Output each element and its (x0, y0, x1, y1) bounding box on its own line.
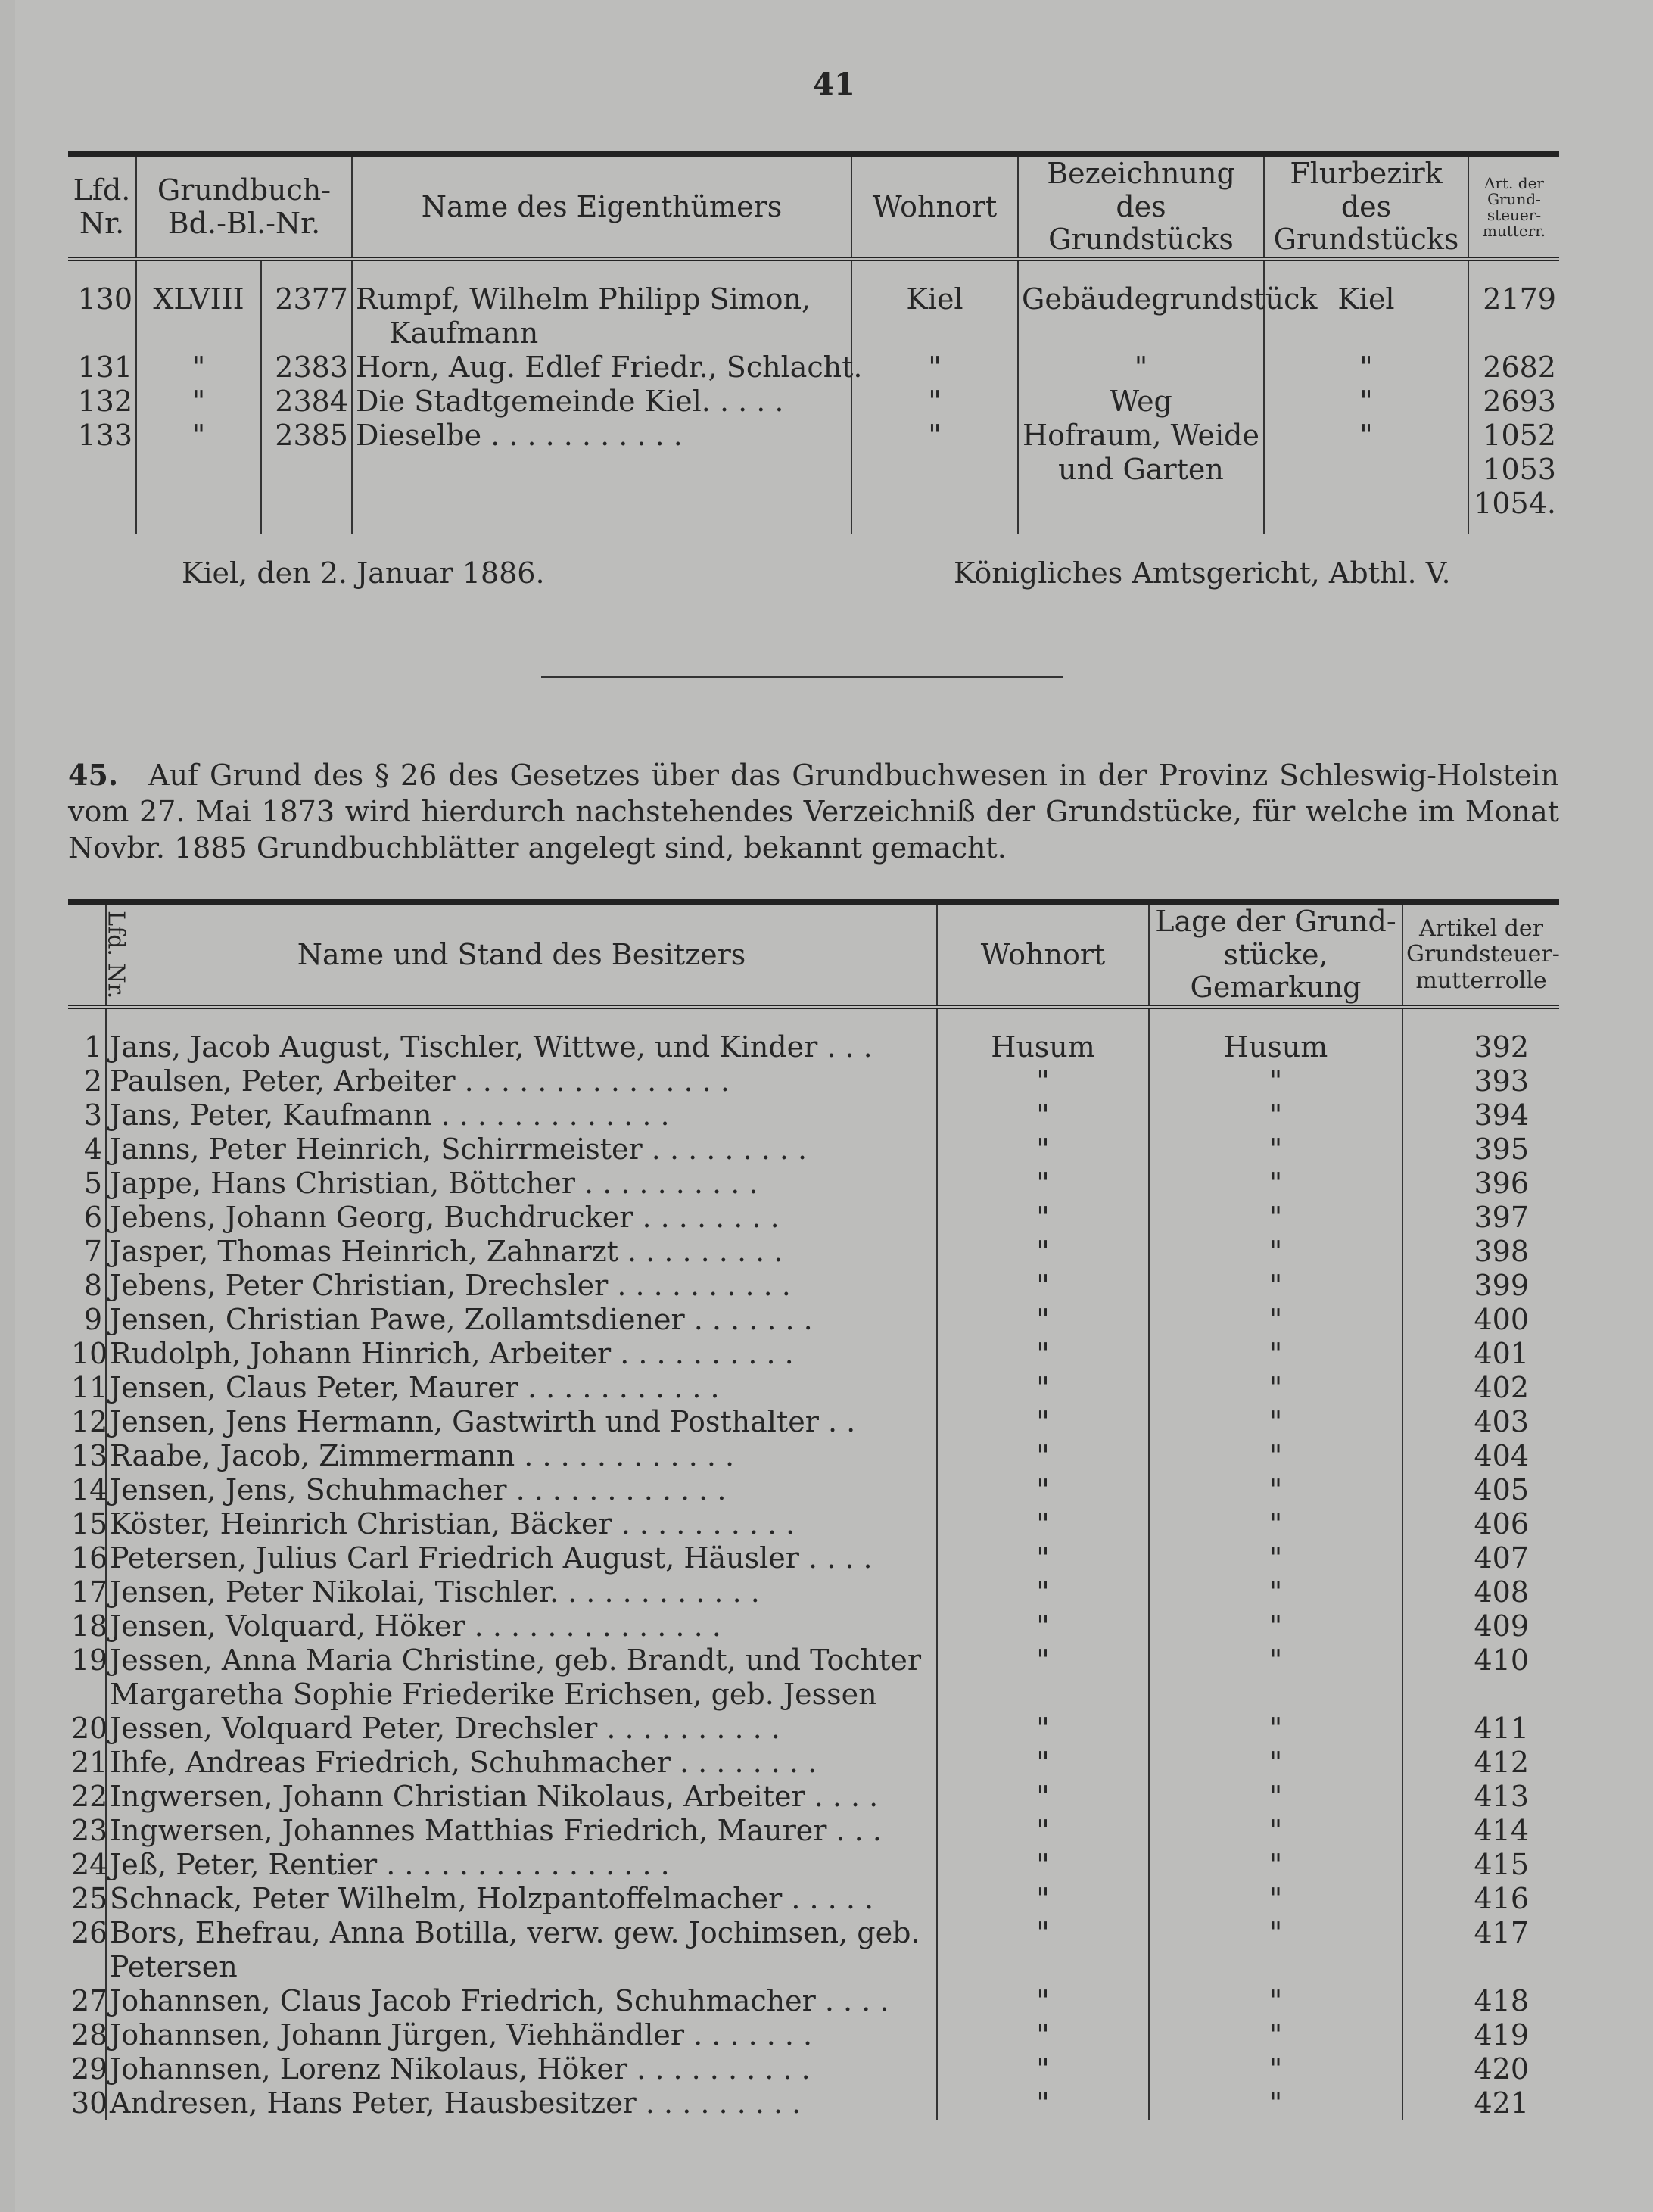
cell-nr: 21 (71, 1746, 108, 1780)
cell-lage: " (1149, 1916, 1402, 1984)
cell-bl: 2384 (261, 385, 352, 419)
cell-name: Paulsen, Peter, Arbeiter . . . . . . . . . . . . . . . (106, 1064, 937, 1098)
cell-nr: 2 (83, 1064, 102, 1098)
cell-name: Jensen, Jens, Schuhmacher . . . . . . . . . . . . (106, 1473, 937, 1507)
cell-wohnort (851, 487, 1018, 534)
cell-art: 409 (1402, 1609, 1559, 1643)
cell-art: 413 (1402, 1780, 1559, 1814)
cell-art: 2682 (1468, 350, 1559, 385)
cell-art: 394 (1402, 1098, 1559, 1132)
table-row (68, 1167, 1559, 1201)
cell-name: Jebens, Johann Georg, Buchdrucker . . . . . . . . (106, 1201, 937, 1235)
section-divider (541, 676, 1063, 678)
table-row (68, 1064, 1559, 1098)
cell-art: 396 (1402, 1167, 1559, 1201)
cell-name (352, 453, 851, 487)
cell-wohnort: " (937, 1916, 1149, 1984)
cell-lage: " (1149, 1746, 1402, 1780)
cell-art: 399 (1402, 1269, 1559, 1303)
cell-art: 411 (1402, 1712, 1559, 1746)
cell-lage: " (1149, 1337, 1402, 1371)
cell-nr: 19 (71, 1643, 108, 1678)
cell-art: 402 (1402, 1371, 1559, 1405)
cell-nr: 9 (83, 1303, 102, 1337)
cell-art: 392 (1402, 1007, 1559, 1064)
table-row (68, 1916, 1559, 1984)
cell-lage: " (1149, 1780, 1402, 1814)
cell-nr: 16 (71, 1541, 108, 1575)
cell-nr: 4 (83, 1132, 102, 1167)
cell-bd (136, 453, 261, 487)
cell-wohnort: " (937, 1098, 1149, 1132)
table-row (68, 1814, 1559, 1848)
cell-lage: " (1149, 1814, 1402, 1848)
cell-nr: 130 (77, 282, 132, 316)
cell-wohnort: " (937, 1235, 1149, 1269)
cell-wohnort: " (937, 1201, 1149, 1235)
property-table-kiel (68, 151, 1559, 534)
cell-wohnort: " (937, 1984, 1149, 2018)
cell-nr: 3 (83, 1098, 102, 1132)
cell-nr: 15 (71, 1507, 108, 1541)
cell-lage: " (1149, 1405, 1402, 1439)
cell-lage: " (1149, 1984, 1402, 2018)
cell-name: Jebens, Peter Christian, Drechsler . . . . . . . . . . (106, 1269, 937, 1303)
table-header-row (68, 154, 1559, 259)
header-lfd-nr-text: Lfd. Nr. (102, 911, 129, 999)
cell-bezeichnung (1018, 487, 1264, 534)
header-wohnort: Wohnort (937, 902, 1149, 1007)
cell-name: Andresen, Hans Peter, Hausbesitzer . . . . . . . . . (106, 2086, 937, 2120)
cell-nr: 7 (83, 1235, 102, 1269)
cell-bl: 2385 (261, 419, 352, 453)
cell-nr (68, 487, 136, 534)
cell-wohnort: " (937, 1814, 1149, 1848)
cell-name: Jans, Peter, Kaufmann . . . . . . . . . . . . . (106, 1098, 937, 1132)
header-bezeichnung: Bezeichnung des Grundstücks (1018, 154, 1264, 259)
table-row (68, 1712, 1559, 1746)
table-row (68, 1132, 1559, 1167)
cell-lage: Husum (1149, 1007, 1402, 1064)
cell-flur: Kiel (1264, 259, 1468, 350)
cell-nr: 28 (71, 2018, 108, 2052)
cell-wohnort: " (937, 2052, 1149, 2086)
cell-nr: 131 (77, 350, 132, 385)
cell-lage: " (1149, 1371, 1402, 1405)
property-table-husum (68, 899, 1559, 2120)
table-row (68, 2018, 1559, 2052)
header-lfd-nr: Lfd. Nr. (68, 154, 136, 259)
cell-bd: " (136, 419, 261, 453)
cell-wohnort: " (937, 1439, 1149, 1473)
signature-date: Kiel, den 2. Januar 1886. (182, 556, 545, 590)
cell-bezeichnung: Hofraum, Weide (1018, 419, 1264, 453)
cell-bd: " (136, 350, 261, 385)
cell-nr: 132 (77, 385, 132, 419)
cell-wohnort: " (937, 1643, 1149, 1712)
cell-wohnort: " (937, 1848, 1149, 1882)
cell-name: Johannsen, Claus Jacob Friedrich, Schuhmacher . . . . (106, 1984, 937, 2018)
cell-name: Jeß, Peter, Rentier . . . . . . . . . . . . . . . . (106, 1848, 937, 1882)
cell-lage: " (1149, 1269, 1402, 1303)
cell-art: 2179 (1468, 259, 1559, 350)
cell-wohnort: " (937, 1167, 1149, 1201)
cell-bd: " (136, 385, 261, 419)
table-row (68, 1337, 1559, 1371)
cell-lage: " (1149, 1712, 1402, 1746)
cell-wohnort: " (937, 2018, 1149, 2052)
cell-wohnort: " (937, 1609, 1149, 1643)
cell-bezeichnung: und Garten (1018, 453, 1264, 487)
cell-flur (1264, 487, 1468, 534)
cell-name: Jessen, Volquard Peter, Drechsler . . . . . . . . . . (106, 1712, 937, 1746)
cell-nr: 10 (71, 1337, 108, 1371)
table-row (68, 1439, 1559, 1473)
header-wohnort: Wohnort (851, 154, 1018, 259)
cell-art: 400 (1402, 1303, 1559, 1337)
cell-name (352, 259, 851, 350)
cell-nr: 17 (71, 1575, 108, 1609)
cell-wohnort: " (937, 1712, 1149, 1746)
table-row (68, 1746, 1559, 1780)
cell-nr: 24 (71, 1848, 108, 1882)
cell-bd: XLVIII (136, 259, 261, 350)
cell-art: 420 (1402, 2052, 1559, 2086)
cell-art: 398 (1402, 1235, 1559, 1269)
cell-lage: " (1149, 1473, 1402, 1507)
table-row (68, 1541, 1559, 1575)
cell-name: Bors, Ehefrau, Anna Botilla, verw. gew. Jochimsen, geb. Petersen (106, 1916, 937, 1984)
cell-lage: " (1149, 1439, 1402, 1473)
cell-nr: 27 (71, 1984, 108, 2018)
cell-bd (136, 487, 261, 534)
cell-wohnort: " (937, 1303, 1149, 1337)
header-flurbezirk: Flurbezirk des Grundstücks (1264, 154, 1468, 259)
table-row (68, 1575, 1559, 1609)
cell-name: Ingwersen, Johann Christian Nikolaus, Arbeiter . . . . (106, 1780, 937, 1814)
cell-lage: " (1149, 1303, 1402, 1337)
cell-wohnort: " (937, 1780, 1149, 1814)
cell-wohnort: " (937, 1575, 1149, 1609)
table-row (68, 1098, 1559, 1132)
cell-lage: " (1149, 1064, 1402, 1098)
owner-occupation: Kaufmann (389, 316, 539, 350)
cell-lage: " (1149, 1132, 1402, 1167)
cell-nr: 1 (83, 1030, 102, 1064)
cell-lage: " (1149, 1167, 1402, 1201)
cell-nr: 23 (71, 1814, 108, 1848)
table-row (68, 2052, 1559, 2086)
cell-lage: " (1149, 1848, 1402, 1882)
cell-name: Jensen, Claus Peter, Maurer . . . . . . . . . . . (106, 1371, 937, 1405)
cell-name: Jensen, Christian Pawe, Zollamtsdiener . . . . . . . (106, 1303, 937, 1337)
cell-name: Jessen, Anna Maria Christine, geb. Brandt, und Tochter Margaretha Sophie Friederike Erichsen, geb. Jessen (106, 1643, 937, 1712)
cell-bezeichnung: Weg (1018, 385, 1264, 419)
header-lage: Lage der Grund-stücke, Gemarkung (1149, 902, 1402, 1007)
cell-wohnort (851, 453, 1018, 487)
cell-wohnort: " (937, 1405, 1149, 1439)
cell-name: Jappe, Hans Christian, Böttcher . . . . . . . . . . (106, 1167, 937, 1201)
cell-bl: 2377 (261, 259, 352, 350)
cell-lage: " (1149, 1643, 1402, 1712)
cell-name: Horn, Aug. Edlef Friedr., Schlacht. (352, 350, 851, 385)
cell-bezeichnung: Gebäudegrundstück (1018, 259, 1264, 350)
cell-wohnort: Husum (937, 1007, 1149, 1064)
cell-wohnort: " (937, 1541, 1149, 1575)
cell-lage: " (1149, 1882, 1402, 1916)
cell-bl: 2383 (261, 350, 352, 385)
cell-art: 1053 (1468, 453, 1559, 487)
cell-art: 393 (1402, 1064, 1559, 1098)
notice-number: 45. (68, 758, 119, 792)
cell-lage: " (1149, 1098, 1402, 1132)
cell-art: 419 (1402, 2018, 1559, 2052)
cell-art: 416 (1402, 1882, 1559, 1916)
cell-wohnort: " (851, 350, 1018, 385)
table-row (68, 453, 1559, 487)
cell-art: 415 (1402, 1848, 1559, 1882)
cell-lage: " (1149, 1235, 1402, 1269)
cell-lage: " (1149, 1575, 1402, 1609)
cell-nr: 22 (71, 1780, 108, 1814)
table-row (68, 1371, 1559, 1405)
table-row (68, 1609, 1559, 1643)
table-row (68, 419, 1559, 453)
cell-lage: " (1149, 2018, 1402, 2052)
cell-name: Schnack, Peter Wilhelm, Holzpantoffelmacher . . . . . (106, 1882, 937, 1916)
cell-art: 407 (1402, 1541, 1559, 1575)
cell-wohnort: " (937, 1337, 1149, 1371)
cell-nr: 14 (71, 1473, 108, 1507)
cell-wohnort: " (937, 1746, 1149, 1780)
cell-art: 395 (1402, 1132, 1559, 1167)
cell-name: Ihfe, Andreas Friedrich, Schuhmacher . . . . . . . . (106, 1746, 937, 1780)
cell-flur (1264, 453, 1468, 487)
notice-text: Auf Grund des § 26 des Gesetzes über das Grundbuchwesen in der Provinz Schleswig-Holstein vom 27. Mai 1873 wird hierdurch nachstehendes Verzeichniß der Grundstücke, für welche im Monat Novbr. 1885 Grundbuchblätter angelegt sind, bekannt gemacht. (68, 759, 1559, 865)
document-page (15, 0, 1653, 2212)
table-row (68, 1643, 1559, 1712)
table-header-row (68, 902, 1559, 1007)
cell-name: Johannsen, Johann Jürgen, Viehhändler . . . . . . . (106, 2018, 937, 2052)
cell-lage: " (1149, 1609, 1402, 1643)
cell-art: 405 (1402, 1473, 1559, 1507)
cell-flur: " (1264, 419, 1468, 453)
signature-court: Königliches Amtsgericht, Abthl. V. (954, 556, 1451, 590)
cell-art: 408 (1402, 1575, 1559, 1609)
cell-lage: " (1149, 1201, 1402, 1235)
cell-nr: 13 (71, 1439, 108, 1473)
cell-name (352, 487, 851, 534)
cell-bl (261, 487, 352, 534)
cell-nr: 26 (71, 1916, 108, 1950)
page-number: 41 (813, 67, 855, 102)
table-row (68, 1882, 1559, 1916)
table-row (68, 350, 1559, 385)
cell-nr: 30 (71, 2086, 108, 2120)
table-row (68, 487, 1559, 534)
table-row (68, 385, 1559, 419)
table-row (68, 2086, 1559, 2120)
cell-nr: 18 (71, 1609, 108, 1643)
table-row (68, 1303, 1559, 1337)
cell-name: Petersen, Julius Carl Friedrich August, Häusler . . . . (106, 1541, 937, 1575)
cell-wohnort: " (937, 1269, 1149, 1303)
table-body (68, 1007, 1559, 2120)
cell-art: 2693 (1468, 385, 1559, 419)
cell-lage: " (1149, 2052, 1402, 2086)
table-row (68, 1507, 1559, 1541)
cell-name: Rudolph, Johann Hinrich, Arbeiter . . . . . . . . . . (106, 1337, 937, 1371)
notice-paragraph (68, 757, 1559, 866)
cell-art: 403 (1402, 1405, 1559, 1439)
cell-nr (68, 453, 136, 487)
header-artikel: Artikel der Grundsteuer-mutterrolle (1402, 902, 1559, 1007)
cell-name: Janns, Peter Heinrich, Schirrmeister . . . . . . . . . (106, 1132, 937, 1167)
cell-art: 414 (1402, 1814, 1559, 1848)
header-grundbuch: Grundbuch-Bd.-Bl.-Nr. (136, 154, 352, 259)
cell-name: Raabe, Jacob, Zimmermann . . . . . . . . . . . . (106, 1439, 937, 1473)
cell-wohnort: " (937, 2086, 1149, 2120)
table-row (68, 1201, 1559, 1235)
cell-wohnort: " (851, 419, 1018, 453)
cell-art: 1054. (1468, 487, 1559, 534)
cell-name: Johannsen, Lorenz Nikolaus, Höker . . . . . . . . . . (106, 2052, 937, 2086)
cell-flur: " (1264, 385, 1468, 419)
cell-nr: 133 (77, 419, 132, 453)
table-row (68, 259, 1559, 350)
table-row (68, 1984, 1559, 2018)
table-row (68, 1405, 1559, 1439)
cell-name: Jasper, Thomas Heinrich, Zahnarzt . . . . . . . . . (106, 1235, 937, 1269)
cell-name: Jensen, Volquard, Höker . . . . . . . . . . . . . . (106, 1609, 937, 1643)
cell-wohnort: " (937, 1473, 1149, 1507)
cell-art: 1052 (1468, 419, 1559, 453)
cell-nr: 12 (71, 1405, 108, 1439)
cell-nr: 6 (83, 1201, 102, 1235)
cell-wohnort: " (937, 1882, 1149, 1916)
cell-art: 421 (1402, 2086, 1559, 2120)
cell-name: Ingwersen, Johannes Matthias Friedrich, Maurer . . . (106, 1814, 937, 1848)
cell-lage: " (1149, 1541, 1402, 1575)
cell-nr: 11 (71, 1371, 108, 1405)
table-row (68, 1848, 1559, 1882)
cell-nr: 5 (83, 1167, 102, 1201)
cell-name: Dieselbe . . . . . . . . . . . (352, 419, 851, 453)
cell-wohnort: " (937, 1507, 1149, 1541)
cell-bl (261, 453, 352, 487)
cell-bezeichnung: " (1018, 350, 1264, 385)
cell-wohnort: " (851, 385, 1018, 419)
table-row (68, 1780, 1559, 1814)
cell-lage: " (1149, 2086, 1402, 2120)
header-artikel: Art. der Grund-steuer-mutterr. (1468, 154, 1559, 259)
cell-name: Jensen, Peter Nikolai, Tischler. . . . . . . . . . . . (106, 1575, 937, 1609)
owner-name: Rumpf, Wilhelm Philipp Simon, (356, 282, 811, 316)
cell-name: Die Stadtgemeinde Kiel. . . . . (352, 385, 851, 419)
header-name: Name und Stand des Besitzers (106, 902, 937, 1007)
table-row (68, 1007, 1559, 1064)
header-lfd-nr (68, 902, 129, 1007)
cell-nr: 20 (71, 1712, 108, 1746)
table-row (68, 1235, 1559, 1269)
cell-art: 401 (1402, 1337, 1559, 1371)
cell-wohnort: " (937, 1064, 1149, 1098)
table-row (68, 1473, 1559, 1507)
cell-wohnort: Kiel (851, 259, 1018, 350)
cell-art: 417 (1402, 1916, 1559, 1984)
header-name: Name des Eigenthümers (352, 154, 851, 259)
cell-nr: 8 (83, 1269, 102, 1303)
cell-art: 410 (1402, 1643, 1559, 1712)
cell-nr: 25 (71, 1882, 108, 1916)
cell-name: Jensen, Jens Hermann, Gastwirth und Posthalter . . (106, 1405, 937, 1439)
cell-nr: 29 (71, 2052, 108, 2086)
cell-art: 404 (1402, 1439, 1559, 1473)
cell-art: 397 (1402, 1201, 1559, 1235)
cell-name: Jans, Jacob August, Tischler, Wittwe, und Kinder . . . (106, 1007, 937, 1064)
cell-art: 412 (1402, 1746, 1559, 1780)
cell-name: Köster, Heinrich Christian, Bäcker . . . . . . . . . . (106, 1507, 937, 1541)
cell-flur: " (1264, 350, 1468, 385)
cell-art: 418 (1402, 1984, 1559, 2018)
cell-lage: " (1149, 1507, 1402, 1541)
table-row (68, 1269, 1559, 1303)
cell-wohnort: " (937, 1371, 1149, 1405)
cell-wohnort: " (937, 1132, 1149, 1167)
cell-art: 406 (1402, 1507, 1559, 1541)
